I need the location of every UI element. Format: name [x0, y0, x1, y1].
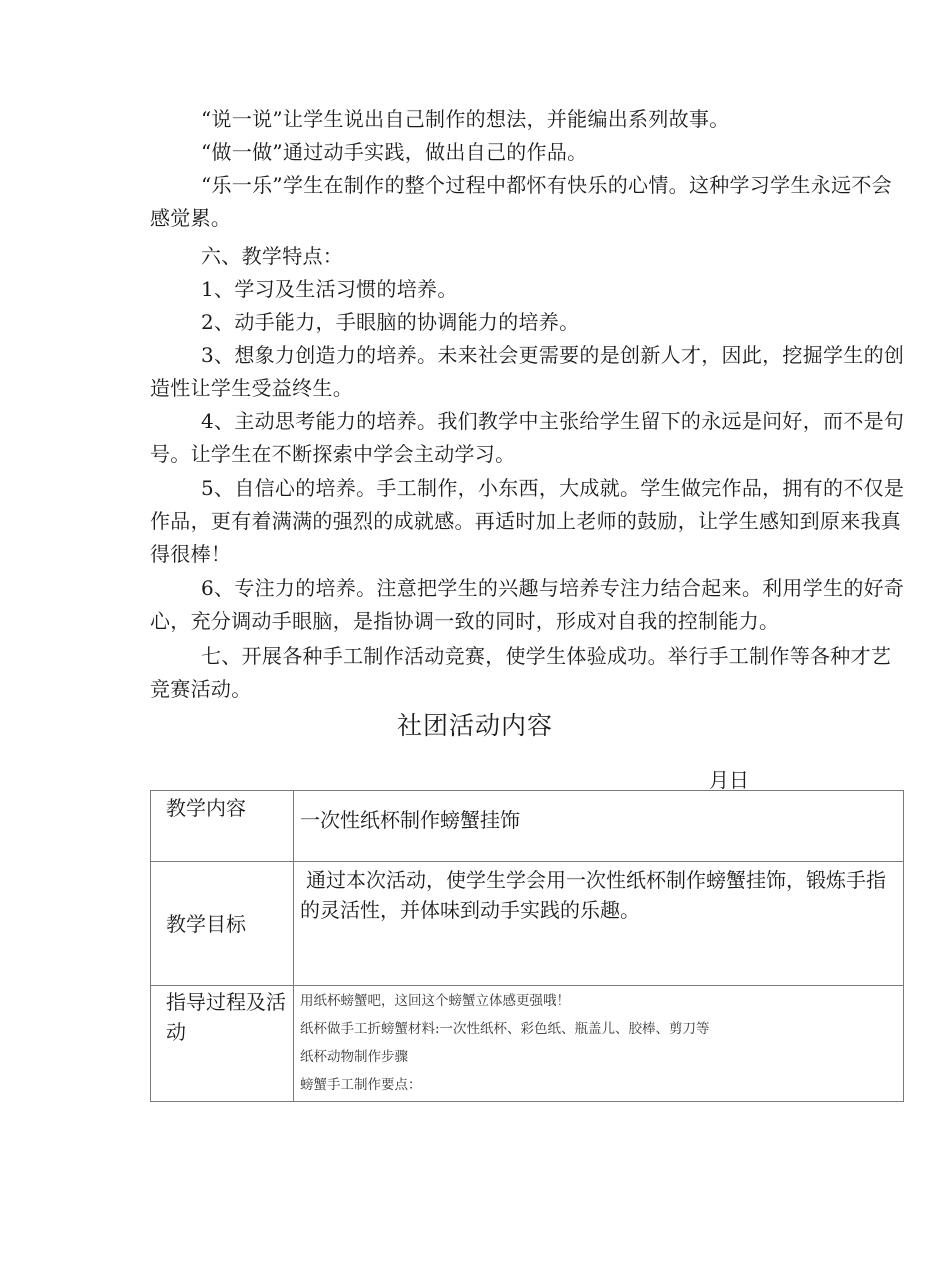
feature-item-6: 6、专注力的培养。注意把学生的兴趣与培养专注力结合起来。利用学生的好奇心，充分调动手眼脑，是指协调一致的同时，形成对自我的控制能力。: [150, 576, 905, 633]
paragraph-do: “做一做”通过动手实践，做出自己的作品。: [201, 140, 588, 164]
paragraph-enjoy: “乐一乐”学生在制作的整个过程中都怀有快乐的心情。这种学习学生永远不会感觉累。: [150, 173, 892, 230]
section-item-7: 七、开展各种手工制作活动竞赛，使学生体验成功。举行手工制作等各种才艺竞赛活动。: [150, 644, 892, 701]
feature-item-2: 2、动手能力，手眼脑的协调能力的培养。: [201, 310, 580, 334]
table-row: [151, 862, 904, 986]
guide-line: 螃蟹手工制作要点：: [300, 1077, 422, 1093]
feature-item-4: 4、主动思考能力的培养。我们教学中主张给学生留下的永远是问好，而不是句号。让学生在不断探索中学会主动学习。: [150, 409, 905, 466]
row-content: [294, 862, 904, 986]
feature-item-3: 3、想象力创造力的培养。未来社会更需要的是创新人才，因此，挖掘学生的创造性让学生受益终生。: [150, 343, 905, 400]
row-label: 教学目标: [151, 862, 294, 986]
table-row: [151, 791, 904, 862]
row-content: 一次性纸杯制作螃蟹挂饰: [294, 791, 904, 862]
section-title: 社团活动内容: [396, 711, 553, 740]
feature-item-1: 1、学习及生活习惯的培养。: [201, 277, 458, 301]
feature-item-5: 5、自信心的培养。手工制作，小东西，大成就。学生做完作品，拥有的不仅是作品，更有着满满的强烈的成就感。再适时加上老师的鼓励，让学生感知到原来我真得很棒！: [150, 476, 905, 566]
guide-line: 纸杯动物制作步骤: [300, 1049, 408, 1065]
table-row: [151, 986, 904, 1102]
row-label: 指导过程及活动: [151, 986, 294, 1102]
row-content: [294, 986, 904, 1102]
goal-text: 通过本次活动，使学生学会用一次性纸杯制作螃蟹挂饰，锻炼手指的灵活性，并体味到动手实践的乐趣。: [300, 868, 886, 922]
paragraph-say: “说一说”让学生说出自己制作的想法，并能编出系列故事。: [201, 107, 730, 131]
date-label: 月日: [709, 768, 749, 792]
section-heading-features: 六、教学特点：: [201, 244, 344, 268]
guide-line: 纸杯做手工折螃蟹材料:一次性纸杯、彩色纸、瓶盖儿、胶棒、剪刀等: [300, 1021, 710, 1037]
activity-table: [150, 790, 904, 1102]
row-label: 教学内容: [151, 791, 294, 862]
guide-line: 用纸杯螃蟹吧，这回这个螃蟹立体感更强哦！: [300, 993, 570, 1009]
